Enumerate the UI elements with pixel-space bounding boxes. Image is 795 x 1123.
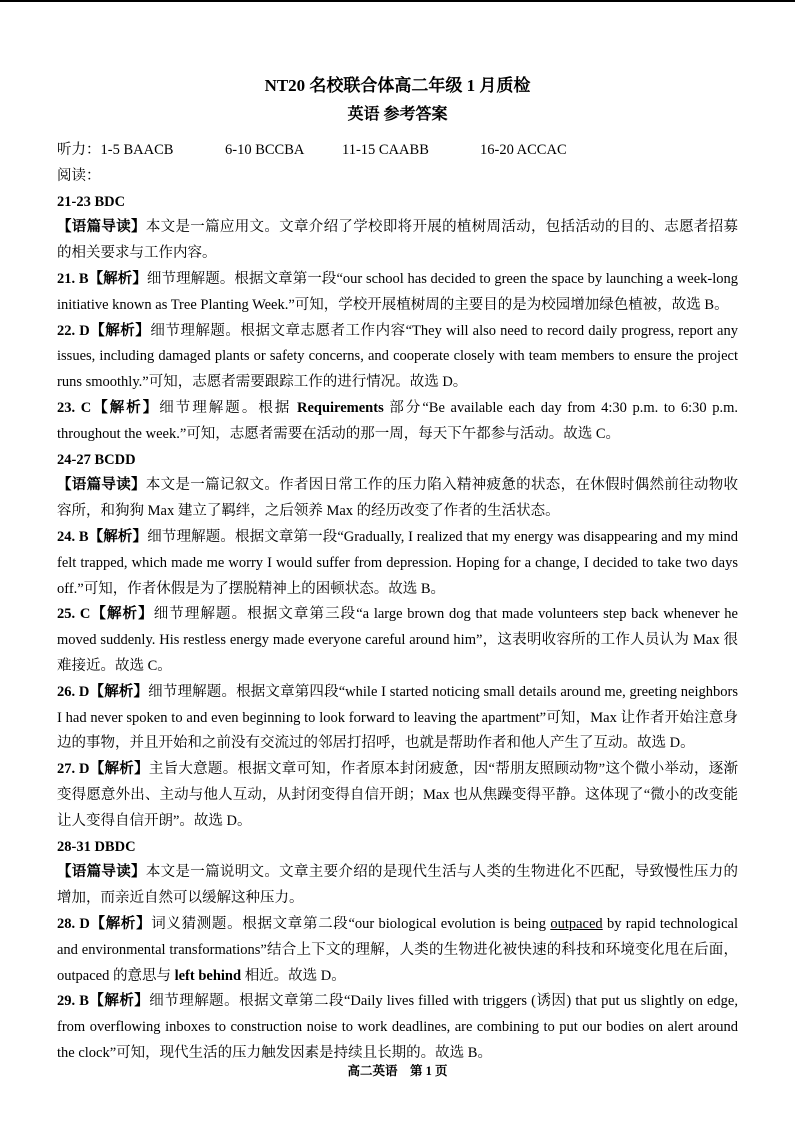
document-subtitle: 英语 参考答案	[347, 106, 448, 123]
text-run: 28-31 DBDC	[57, 838, 136, 855]
text-run: 本文是一篇记叙文。作者因日常工作的压力陷入精神疲惫的状态，在休假时偶然前往动物收容所，和狗狗 Max 建立了羁绊，之后领养 Max 的经历改变了作者的生活状态。	[57, 477, 739, 520]
text-run: 词义猜测题。根据文章第二段“our biological evolution is being	[151, 915, 551, 932]
answer-key-28-31	[57, 835, 738, 861]
answer-group: 6-10 BCCBA	[225, 142, 305, 158]
passage-guide-1	[57, 215, 738, 267]
text-run: outpaced	[550, 915, 603, 932]
answer-group: 听力：1-5 BAACB	[57, 142, 174, 158]
explanation-21	[57, 267, 738, 319]
text-run: left behind	[174, 967, 242, 984]
text-run: by rapid technological and environmental transformations”结合上下文的理解，人类的生物进化被快速的科技和环境变化甩在后面，outpaced 的意思与	[57, 915, 738, 984]
explanation-28	[57, 912, 738, 989]
page-footer	[0, 1061, 795, 1079]
page-top-border	[0, 0, 795, 2]
explanation-24	[57, 525, 738, 602]
text-run: 细节理解题。根据文章第二段“Daily lives filled with triggers (诱因) that put us slightly on edge, from overflowing inboxes to construction noise to work deadlines, are combining to put our bodies on alert around the clock”可知，现代生活的压力触发因素是持续且长期的。故选 B。	[57, 993, 738, 1061]
answer-key-21-23	[57, 190, 738, 216]
text-run: 细节理解题。根据文章第三段“a large brown dog that made volunteers step back whenever he moved suddenly. His restless energy made everyone careful around him”，这表明收容所的工作人员认为 Max 很难接近。故选 C。	[57, 606, 738, 674]
document-title: NT20 名校联合体高二年级 1 月质检	[264, 76, 531, 95]
text-run: 细节理解题。根据文章志愿者工作内容“They will also need to record daily progress, report any issues, including damaged plants or safety concerns, and cooperate closely with team members to ensure the project runs smoothly.”可知，志愿者需要跟踪工作的进行情况。故选 D。	[57, 322, 738, 391]
text-run: 23. C【解析】	[57, 399, 160, 416]
text-run: 24. B【解析】	[57, 528, 148, 545]
answer-group: 16-20 ACCAC	[480, 142, 567, 158]
document-body	[57, 138, 738, 1067]
text-run: 相近。故选 D。	[241, 967, 346, 984]
text-run: 22. D【解析】	[57, 322, 151, 339]
text-run: 29. B【解析】	[57, 993, 150, 1010]
answer-group: 11-15 CAABB	[342, 142, 429, 158]
text-run: 26. D【解析】	[57, 683, 149, 700]
text-run: 本文是一篇应用文。文章介绍了学校即将开展的植树周活动，包括活动的目的、志愿者招募的相关要求与工作内容。	[57, 219, 739, 262]
text-run: 本文是一篇说明文。文章主要介绍的是现代生活与人类的生物进化不匹配，导致慢性压力的增加，而亲近自然可以缓解这种压力。	[57, 864, 739, 907]
passage-guide-3	[57, 860, 738, 912]
text-run: 25. C【解析】	[57, 606, 154, 623]
text-run: 【语篇导读】	[57, 864, 146, 881]
text-run: 24-27 BCDD	[57, 451, 136, 468]
text-run: 部分“Be available each day from 4:30 p.m. to 6:30 p.m. throughout the week.”可知，志愿者需要在活动的那一周，每天下午都参与活动。故选 C。	[57, 399, 739, 442]
explanation-26	[57, 680, 738, 757]
reading-label	[57, 164, 738, 190]
text-run: 细节理解题。根据文章第一段“our school has decided to green the space by launching a week-long initiative known as Tree Planting Week.”可知，学校开展植树周的主要目的是为校园增加绿色植被，故选 B。	[57, 270, 739, 313]
explanation-23	[57, 396, 738, 448]
answer-key-24-27	[57, 448, 738, 474]
text-run: 21. B【解析】	[57, 270, 147, 287]
explanation-25	[57, 602, 738, 679]
passage-guide-2	[57, 473, 738, 525]
text-run: Requirements	[296, 399, 384, 416]
explanation-29	[57, 989, 738, 1066]
text-run: 细节理解题。根据文章第一段“Gradually, I realized that my energy was disappearing and my mind felt trapped, which made me worry I would suffer from depression. Hoping for a change, I decided to take two days off.”可知，作者休假是为了摆脱精神上的困顿状态。故选 B。	[57, 528, 739, 597]
explanation-27	[57, 757, 738, 834]
listening-answers	[57, 138, 738, 164]
text-run: 【语篇导读】	[57, 219, 146, 236]
text-run: 主旨大意题。根据文章可知，作者原本封闭疲惫，因“帮朋友照顾动物”这个微小举动，逐渐变得愿意外出、主动与他人互动，从封闭变得自信开朗；Max 也从焦躁变得平静。这体现了“微小的改变能让人变得自信开朗”。故选 D。	[57, 761, 738, 829]
text-run: 细节理解题。根据文章第四段“while I started noticing small details around me, greeting neighbors I had never spoken to and even beginning to look forward to leaving the apartment”可知，Max 让作者开始注意身边的事物，并且开始和之前没有交流过的邻居打招呼，也就是帮助作者和他人产生了互动。故选 D。	[57, 683, 738, 752]
text-run: 28. D【解析】	[57, 915, 152, 932]
text-run: 21-23 BDC	[57, 193, 126, 210]
footer-page-label: 高二英语 第 1 页	[347, 1064, 448, 1078]
text-run: 细节理解题。根据	[159, 399, 297, 416]
text-run: 【语篇导读】	[57, 477, 146, 494]
text-run: 27. D【解析】	[57, 761, 149, 778]
document-content	[57, 74, 738, 1067]
text-run: 阅读：	[57, 167, 101, 184]
explanation-22	[57, 319, 738, 396]
